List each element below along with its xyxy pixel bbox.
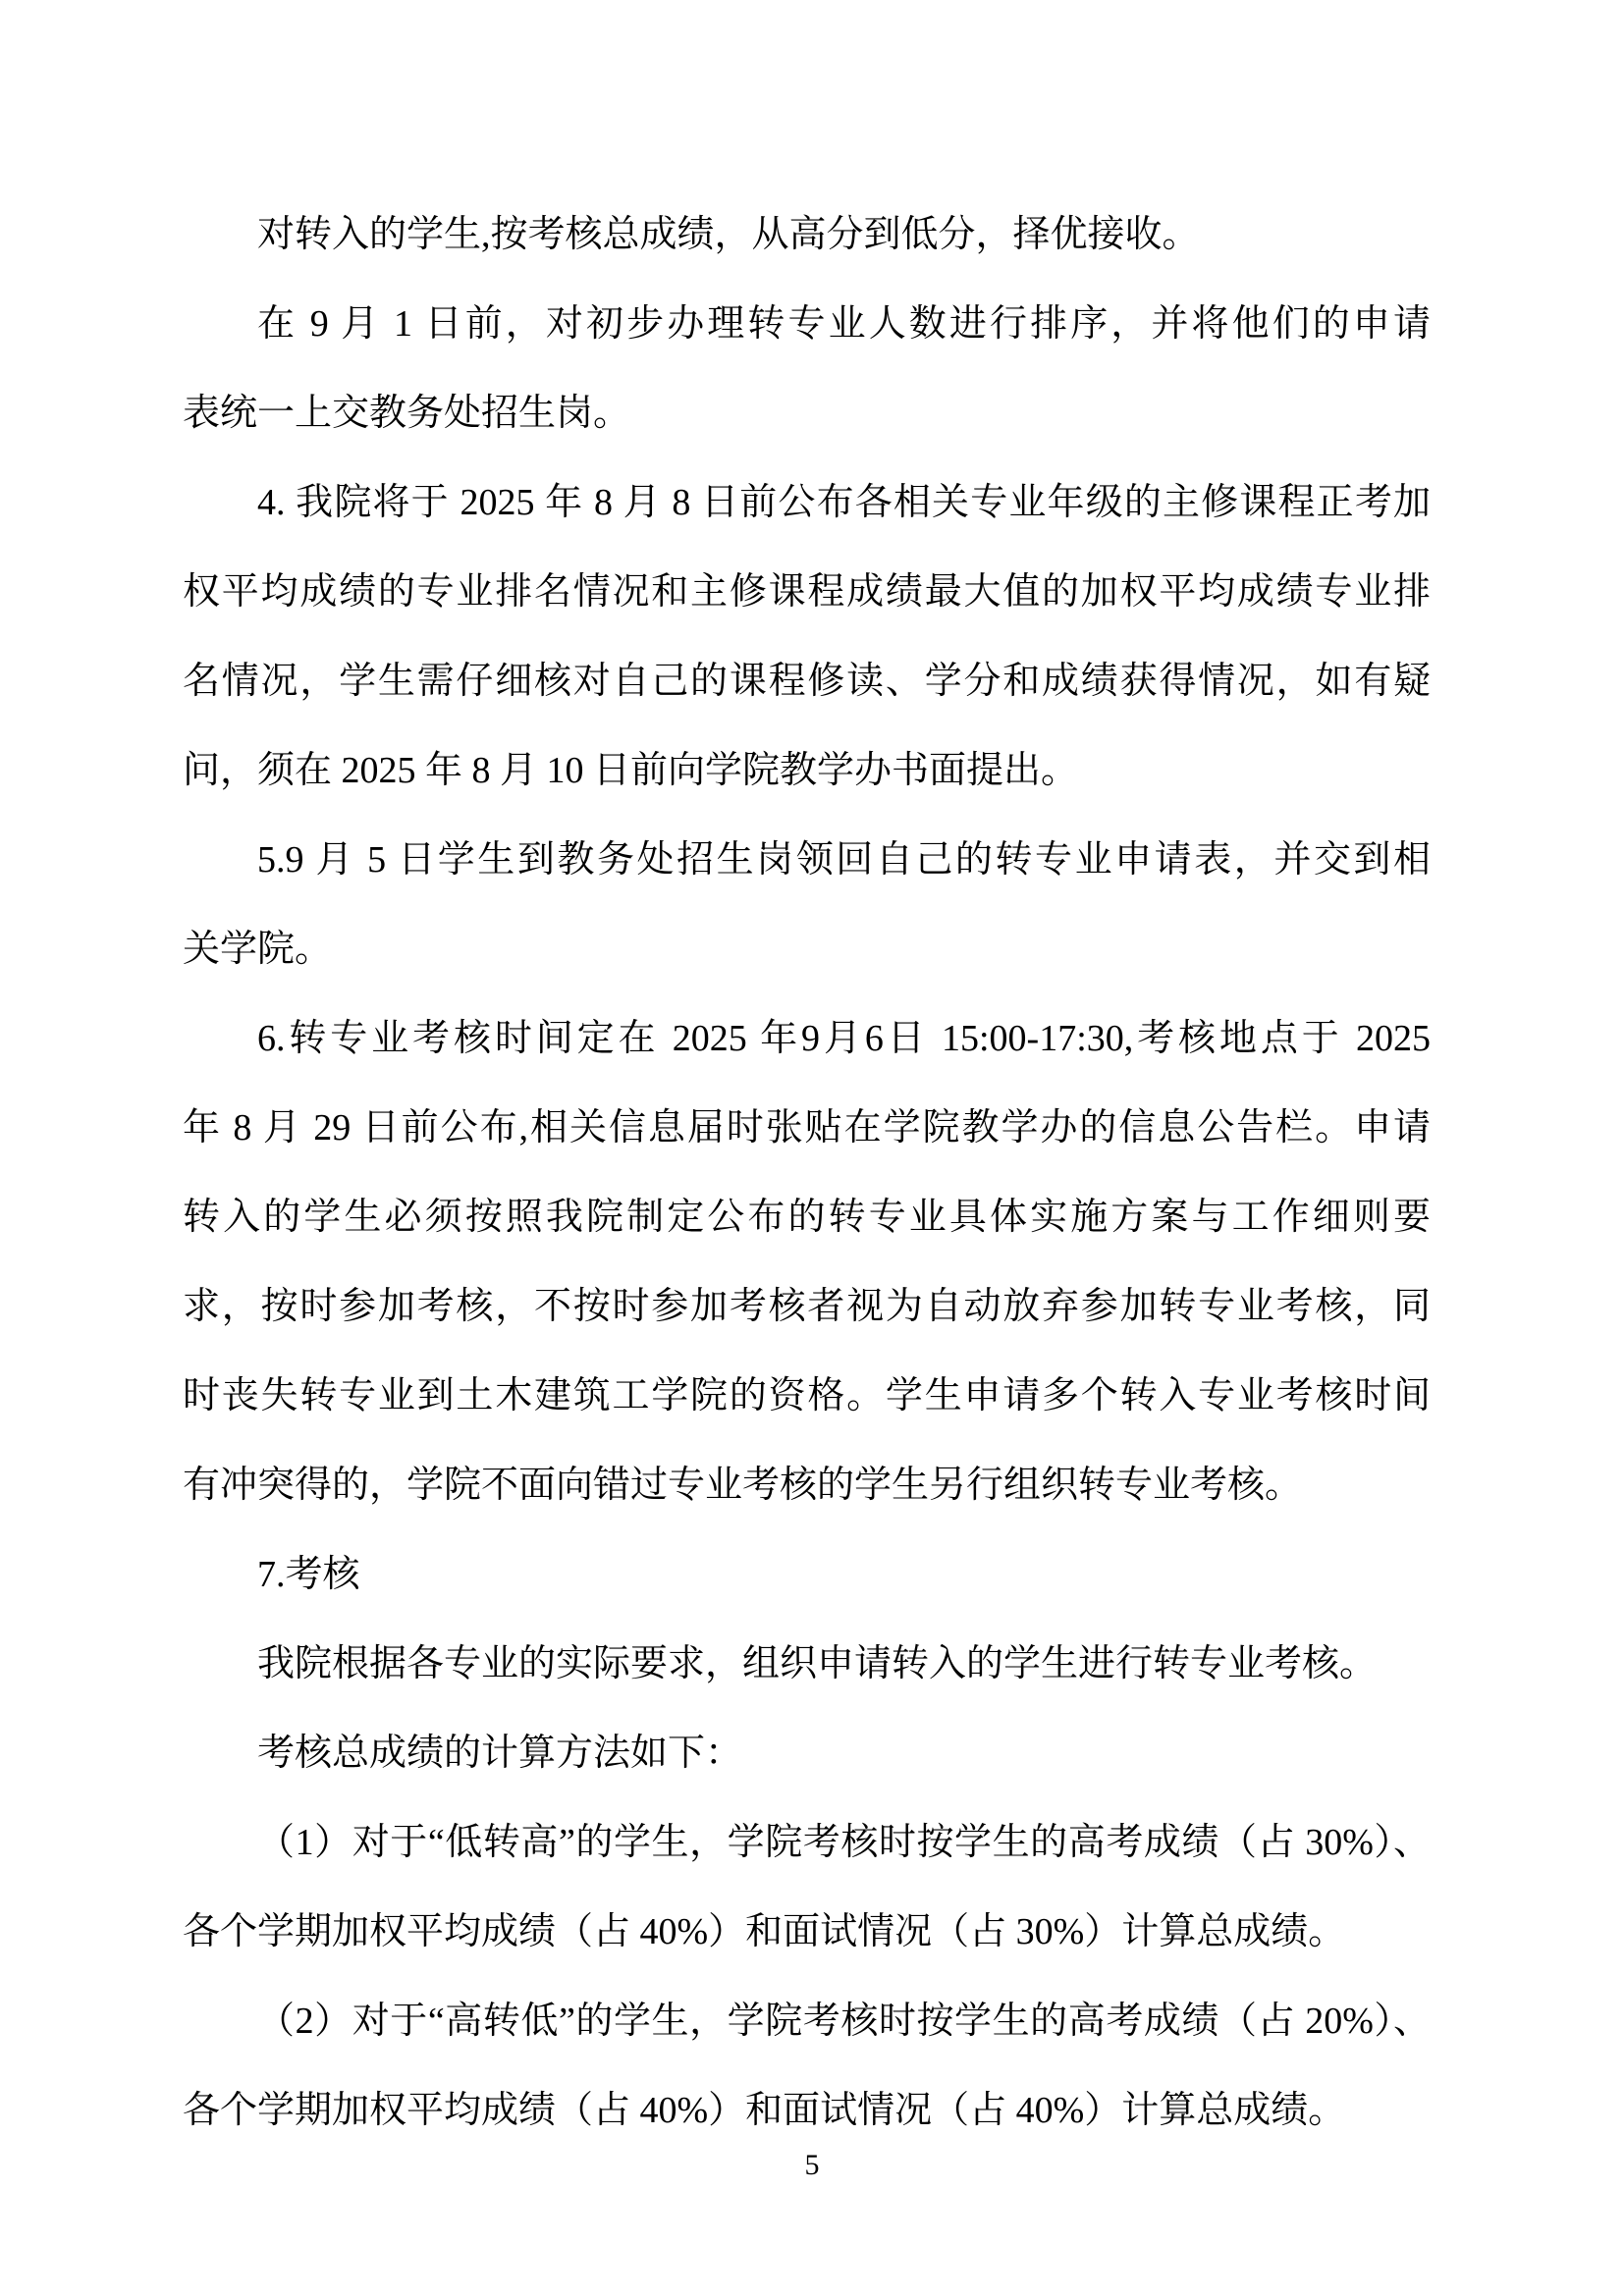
text-line: 7.考核: [257, 1554, 360, 1595]
text-line: 6.转专业考核时间定在 2025 年9月6日 15:00-17:30,考核地点于 2025: [257, 1018, 1431, 1059]
text-line: （1）对于“低转高”的学生，学院考核时按学生的高考成绩（占 30%）、: [257, 1822, 1431, 1863]
text-line: 5.9 月 5 日学生到教务处招生岗领回自己的转专业申请表，并交到相: [257, 839, 1431, 881]
text-line: 问，须在 2025 年 8 月 10 日前向学院教学办书面提出。: [183, 750, 1079, 791]
document-body: [183, 190, 1431, 2156]
text-line: 各个学期加权平均成绩（占 40%）和面试情况（占 30%）计算总成绩。: [183, 1911, 1346, 1952]
text-line: 年 8 月 29 日前公布,相关信息届时张贴在学院教学办的信息公告栏。申请: [183, 1107, 1431, 1148]
text-line: 关学院。: [183, 929, 333, 970]
text-line: 考核总成绩的计算方法如下：: [257, 1733, 743, 1774]
text-line: 表统一上交教务处招生岗。: [183, 393, 631, 434]
text-line: 我院根据各专业的实际要求，组织申请转入的学生进行转专业考核。: [257, 1643, 1378, 1684]
text-line: 权平均成绩的专业排名情况和主修课程成绩最大值的加权平均成绩专业排: [183, 571, 1431, 613]
text-line: 4. 我院将于 2025 年 8 月 8 日前公布各相关专业年级的主修课程正考加: [257, 482, 1431, 523]
text-line: （2）对于“高转低”的学生，学院考核时按学生的高考成绩（占 20%）、: [257, 2001, 1431, 2042]
text-line: 在 9 月 1 日前，对初步办理转专业人数进行排序，并将他们的申请: [257, 303, 1431, 345]
text-line: 有冲突得的，学院不面向错过专业考核的学生另行组织转专业考核。: [183, 1465, 1303, 1506]
page-number: 5: [804, 2149, 820, 2181]
text-line: 求，按时参加考核，不按时参加考核者视为自动放弃参加转专业考核，同: [183, 1286, 1431, 1327]
text-line: 名情况，学生需仔细核对自己的课程修读、学分和成绩获得情况，如有疑: [183, 661, 1431, 702]
text-line: 对转入的学生,按考核总成绩，从高分到低分，择优接收。: [257, 214, 1200, 255]
text-line: 时丧失转专业到土木建筑工学院的资格。学生申请多个转入专业考核时间: [183, 1375, 1431, 1416]
text-line: 转入的学生必须按照我院制定公布的转专业具体实施方案与工作细则要: [183, 1197, 1431, 1238]
text-line: 各个学期加权平均成绩（占 40%）和面试情况（占 40%）计算总成绩。: [183, 2090, 1346, 2131]
